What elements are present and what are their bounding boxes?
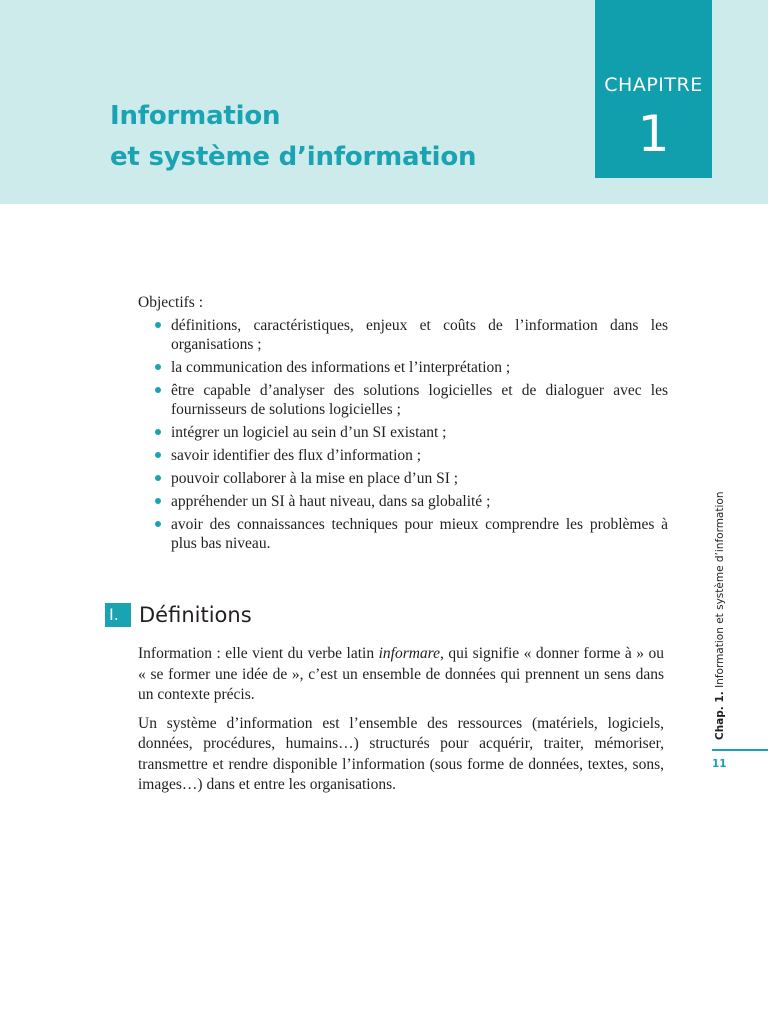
running-title-chapter: Chap. 1. xyxy=(714,691,726,740)
objective-item xyxy=(138,469,668,488)
objective-text: avoir des connaissances techniques pour mieux comprendre les problèmes à plus bas niveau. xyxy=(171,516,668,552)
bullet-icon xyxy=(155,521,161,527)
objective-item xyxy=(138,423,668,442)
running-title xyxy=(713,480,727,740)
objective-text: être capable d’analyser des solutions logicielles et de dialoguer avec les fournisseurs de solutions logicielles ; xyxy=(171,382,668,418)
bullet-icon xyxy=(155,452,161,458)
paragraph-text-end: , qui signifie « donner forme à » ou « se former une idée de », c’est un ensemble de données qui prennent un sens dans un contexte précis. xyxy=(138,645,664,703)
objective-item xyxy=(138,492,668,511)
system-definition-paragraph: Un système d’information est l’ensemble des ressources (matériels, logiciels, données, procédures, humains…) structurés pour acquérir, traiter, mémoriser, transmettre et rendre disponible l’information (sous forme de données, textes, sons, images…) dans et entre les organisations. xyxy=(138,714,664,793)
objective-item xyxy=(138,515,668,553)
objective-text: appréhender un SI à haut niveau, dans sa globalité ; xyxy=(171,493,491,510)
section-heading xyxy=(105,603,252,627)
chapter-number: 1 xyxy=(637,105,670,163)
objective-text: intégrer un logiciel au sein d’un SI existant ; xyxy=(171,424,447,441)
objective-item xyxy=(138,358,668,377)
chapter-label: CHAPITRE xyxy=(604,74,703,96)
running-title-text: Information et système d’information xyxy=(714,491,726,688)
objective-item xyxy=(138,446,668,465)
section-title: Définitions xyxy=(139,603,252,627)
margin-rule xyxy=(712,749,768,751)
paragraph-text-start: Information : elle vient du verbe latin xyxy=(138,645,379,662)
objectives-block xyxy=(138,293,668,557)
definition-paragraph xyxy=(138,644,664,706)
objective-text: pouvoir collaborer à la mise en place d’un SI ; xyxy=(171,470,459,487)
chapter-title-line-2: et système d’information xyxy=(110,142,477,172)
bullet-icon xyxy=(155,475,161,481)
chapter-badge xyxy=(595,0,712,178)
objectives-heading: Objectifs : xyxy=(138,294,203,311)
objectives-list xyxy=(138,316,668,553)
bullet-icon xyxy=(155,387,161,393)
chapter-title xyxy=(110,96,476,178)
objective-item xyxy=(138,316,668,354)
chapter-title-line-1: Information xyxy=(110,101,281,131)
latin-term: informare xyxy=(378,645,441,662)
bullet-icon xyxy=(155,429,161,435)
section-number-badge: I. xyxy=(105,603,131,627)
bullet-icon xyxy=(155,498,161,504)
objective-text: la communication des informations et l’interprétation ; xyxy=(171,359,511,376)
bullet-icon xyxy=(155,322,161,328)
objective-text: savoir identifier des flux d’information ; xyxy=(171,447,422,464)
objective-text: définitions, caractéristiques, enjeux et coûts de l’information dans les organisations ; xyxy=(171,317,668,353)
page-number: 11 xyxy=(712,758,727,770)
objective-item xyxy=(138,381,668,419)
bullet-icon xyxy=(155,364,161,370)
section-body xyxy=(138,644,664,804)
